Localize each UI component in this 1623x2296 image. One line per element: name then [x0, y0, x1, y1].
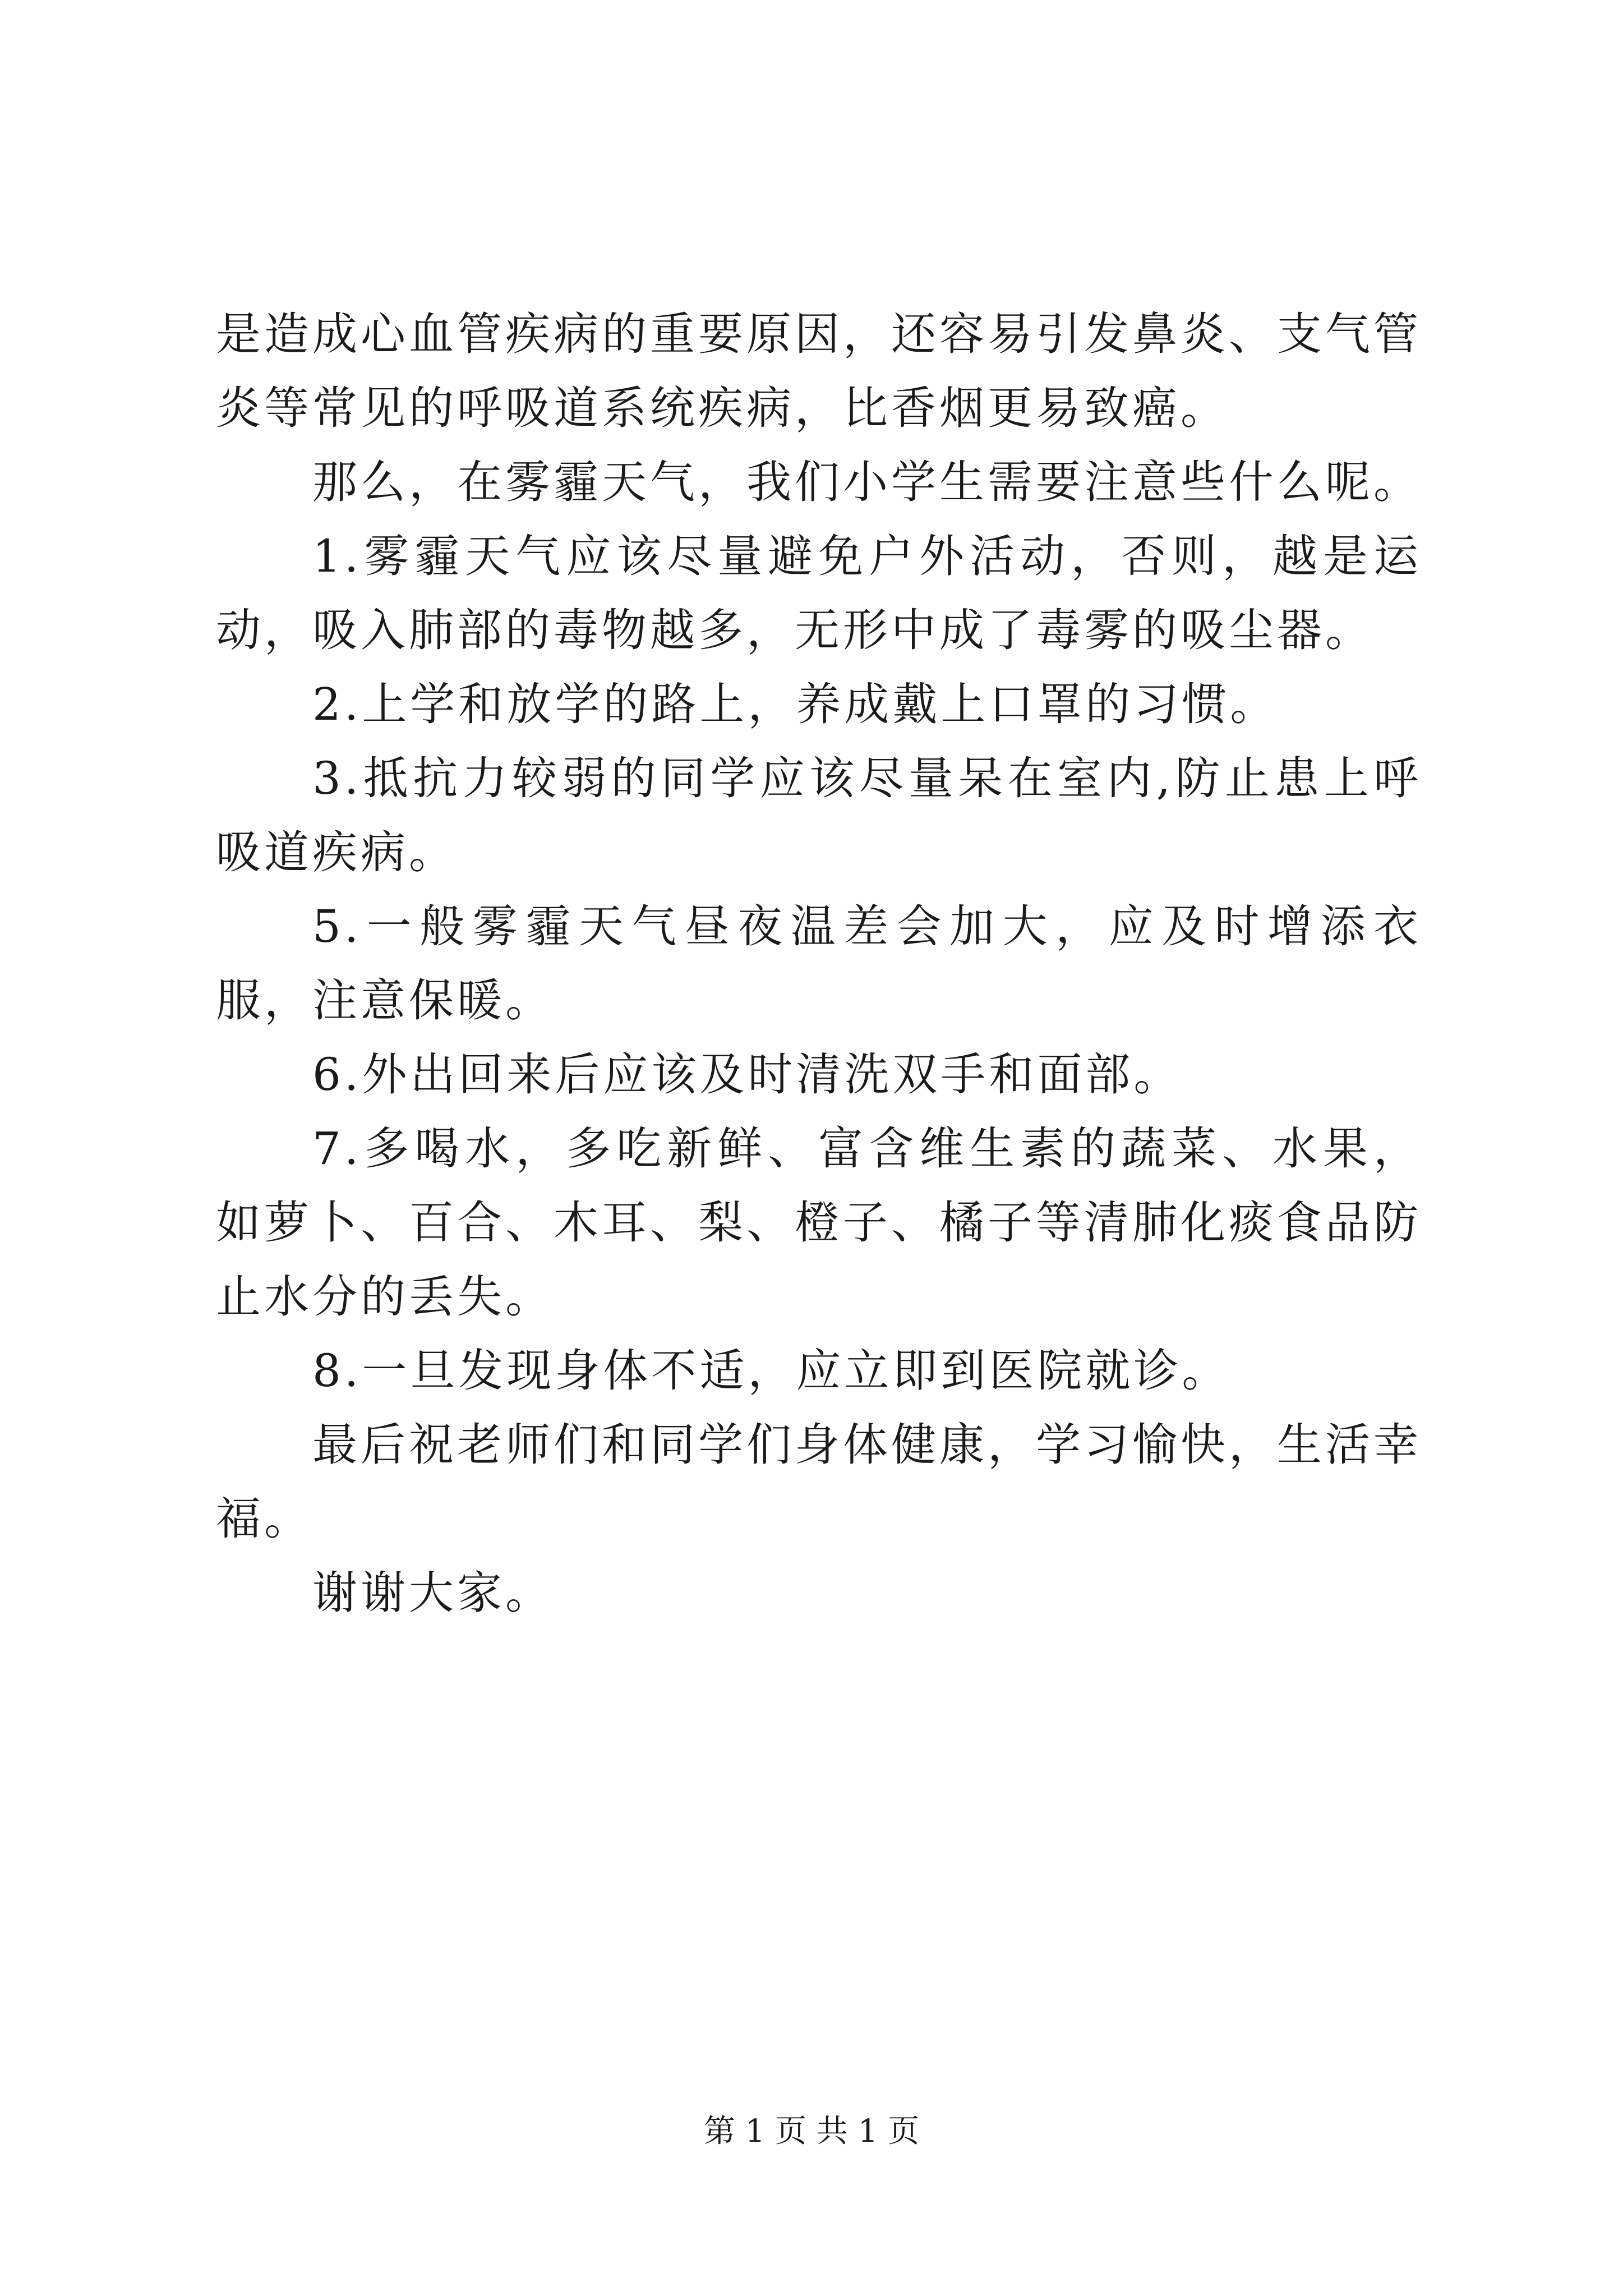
list-item-6: 6.外出回来后应该及时清洗双手和面部。 [312, 1048, 1182, 1101]
page-footer: 第 1 页 共 1 页 [703, 2113, 920, 2150]
closing-thanks: 谢谢大家。 [312, 1567, 554, 1619]
paragraph-intro-question: 那么，在雾霾天气，我们小学生需要注意些什么呢。 [312, 456, 1422, 508]
paragraph-continuation: 是造成心血管疾病的重要原因，还容易引发鼻炎、支气管炎等常见的呼吸道系统疾病，比香烟更易致癌。 [216, 308, 1422, 434]
list-item-7: 7.多喝水，多吃新鲜、富含维生素的蔬菜、水果，如萝卜、百合、木耳、梨、橙子、橘子等清肺化痰食品防止水分的丢失。 [216, 1122, 1422, 1323]
list-item-8: 8.一旦发现身体不适，应立即到医院就诊。 [312, 1345, 1230, 1397]
list-item-2: 2.上学和放学的路上，养成戴上口罩的习惯。 [312, 678, 1279, 730]
list-item-3: 3.抵抗力较弱的同学应该尽量呆在室内,防止患上呼吸道疾病。 [216, 752, 1422, 878]
document-body [216, 297, 1422, 1630]
list-item-5: 5.一般雾霾天气昼夜温差会加大，应及时增添衣服，注意保暖。 [216, 900, 1422, 1027]
list-item-1: 1.雾霾天气应该尽量避免户外活动，否则，越是运动，吸入肺部的毒物越多，无形中成了毒雾的吸尘器。 [216, 530, 1422, 656]
closing-wishes: 最后祝老师们和同学们身体健康，学习愉快，生活幸福。 [216, 1419, 1422, 1545]
